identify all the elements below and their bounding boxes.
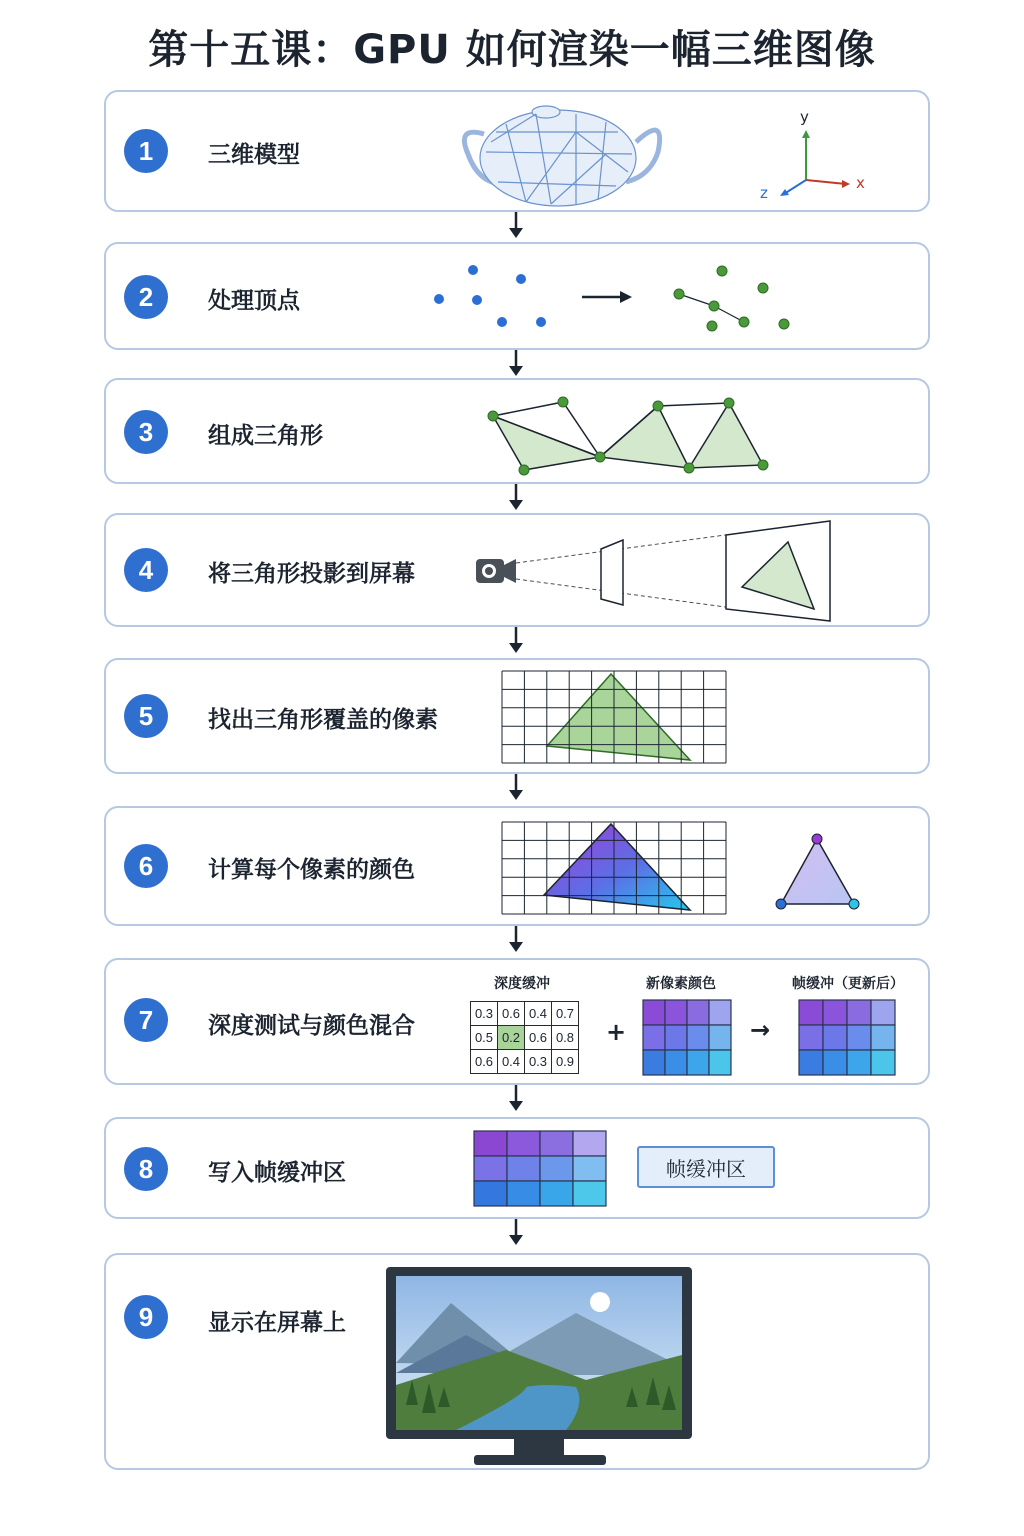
- flow-arrow: [506, 1219, 526, 1247]
- step-1-model: [104, 90, 930, 212]
- step-label: 组成三角形: [208, 423, 323, 449]
- triangle-mesh-illustration: [106, 380, 932, 486]
- depth-buffer-title: 深度缓冲: [494, 976, 550, 992]
- arrow-right-icon: →: [750, 1016, 771, 1044]
- step-number: 7: [124, 998, 168, 1042]
- depth-cell: 0.4: [525, 1002, 552, 1026]
- pixel-cell: [687, 1000, 709, 1025]
- step-7-depth-blend: [104, 958, 930, 1085]
- step-number: 1: [124, 129, 168, 173]
- pixel-cell: [643, 1000, 665, 1025]
- pixel-cell: [799, 1050, 823, 1075]
- new-pixel-color-title: 新像素颜色: [646, 976, 716, 992]
- depth-cell: 0.3: [525, 1050, 552, 1074]
- depth-cell: 0.6: [498, 1002, 525, 1026]
- pixel-cell: [474, 1131, 507, 1156]
- pixel-cell: [540, 1131, 573, 1156]
- flow-arrow: [506, 212, 526, 240]
- pixel-cell: [643, 1050, 665, 1075]
- input-vertices: [434, 265, 546, 327]
- step-number: 6: [124, 844, 168, 888]
- framebuffer-updated-title: 帧缓冲（更新后）: [792, 976, 904, 992]
- step-label: 计算每个像素的颜色: [208, 857, 415, 883]
- pixel-cell: [507, 1181, 540, 1206]
- flow-arrow: [506, 627, 526, 655]
- depth-cell: 0.5: [471, 1026, 498, 1050]
- step-5-rasterize: [104, 658, 930, 774]
- pixel-cell: [871, 1050, 895, 1075]
- pixel-cell: [709, 1000, 731, 1025]
- step-number: 4: [124, 548, 168, 592]
- depth-cell: 0.8: [552, 1026, 579, 1050]
- pixel-cell: [823, 1050, 847, 1075]
- pixel-cell: [847, 1025, 871, 1050]
- pixel-cell: [643, 1025, 665, 1050]
- axis-label-z: z: [760, 184, 768, 202]
- step-label: 将三角形投影到屏幕: [208, 561, 415, 587]
- step-label: 深度测试与颜色混合: [208, 1013, 415, 1039]
- pixel-cell: [823, 1000, 847, 1025]
- pixel-cell: [687, 1050, 709, 1075]
- depth-cell: 0.3: [471, 1002, 498, 1026]
- pixel-cell: [687, 1025, 709, 1050]
- pixel-cell: [507, 1156, 540, 1181]
- vertex-color-triangle: [776, 834, 859, 909]
- pixel-cell: [474, 1156, 507, 1181]
- pixel-cell: [799, 1000, 823, 1025]
- step-number: 2: [124, 275, 168, 319]
- pixel-cell: [573, 1156, 606, 1181]
- pixel-cell: [847, 1000, 871, 1025]
- pixel-cell: [823, 1025, 847, 1050]
- near-plane: [601, 540, 623, 605]
- flow-arrow: [506, 774, 526, 802]
- framebuffer-pixel-grid: [106, 1119, 932, 1221]
- step-number: 8: [124, 1147, 168, 1191]
- step-number: 5: [124, 694, 168, 738]
- pixel-cell: [871, 1000, 895, 1025]
- step-3-triangles: [104, 378, 930, 484]
- monitor-icon: [106, 1255, 932, 1472]
- step-label: 写入帧缓冲区: [208, 1160, 346, 1186]
- pixel-cell: [540, 1156, 573, 1181]
- camera-icon: [476, 559, 516, 583]
- step-number: 9: [124, 1295, 168, 1339]
- step-4-projection: [104, 513, 930, 627]
- step-2-vertices: [104, 242, 930, 350]
- framebuffer-box: 帧缓冲区: [637, 1146, 775, 1188]
- pixel-cell: [709, 1050, 731, 1075]
- page-title: 第十五课：GPU 如何渲染一幅三维图像: [148, 27, 876, 73]
- pixel-cell: [665, 1000, 687, 1025]
- step-6-shading: [104, 806, 930, 926]
- pixel-cell: [871, 1025, 895, 1050]
- pixel-cell: [540, 1181, 573, 1206]
- depth-cell: 0.6: [471, 1050, 498, 1074]
- pixel-cell: [709, 1025, 731, 1050]
- depth-cell: 0.2: [498, 1026, 525, 1050]
- step-8-framebuffer: [104, 1117, 930, 1219]
- step-number: 3: [124, 410, 168, 454]
- pixel-cell: [474, 1181, 507, 1206]
- sun-icon: [590, 1292, 610, 1312]
- pixel-cell: [799, 1025, 823, 1050]
- xyz-axes-icon: [106, 92, 932, 214]
- pixel-coverage-grid: [106, 660, 932, 776]
- flow-arrow: [506, 926, 526, 954]
- pixel-cell: [573, 1131, 606, 1156]
- step-label: 找出三角形覆盖的像素: [208, 707, 438, 733]
- pixel-cell: [847, 1050, 871, 1075]
- depth-cell: 0.9: [552, 1050, 579, 1074]
- depth-cell: 0.7: [552, 1002, 579, 1026]
- flow-arrow: [506, 1085, 526, 1113]
- step-label: 处理顶点: [208, 288, 300, 314]
- step-9-display: [104, 1253, 930, 1470]
- vertex-transform-illustration: [106, 244, 932, 352]
- pixel-cell: [665, 1050, 687, 1075]
- depth-cell: 0.6: [525, 1026, 552, 1050]
- pixel-cell: [573, 1181, 606, 1206]
- axis-label-y: y: [800, 108, 809, 126]
- flow-arrow: [506, 350, 526, 378]
- plus-sign: +: [606, 1018, 627, 1046]
- pixel-color-grid: [106, 808, 932, 928]
- step-label: 三维模型: [208, 142, 300, 168]
- pixel-cell: [665, 1025, 687, 1050]
- projection-illustration: [106, 515, 932, 629]
- axis-label-x: x: [856, 174, 865, 192]
- pixel-cell: [507, 1131, 540, 1156]
- depth-cell: 0.4: [498, 1050, 525, 1074]
- step-label: 显示在屏幕上: [208, 1310, 346, 1336]
- flow-arrow: [506, 484, 526, 512]
